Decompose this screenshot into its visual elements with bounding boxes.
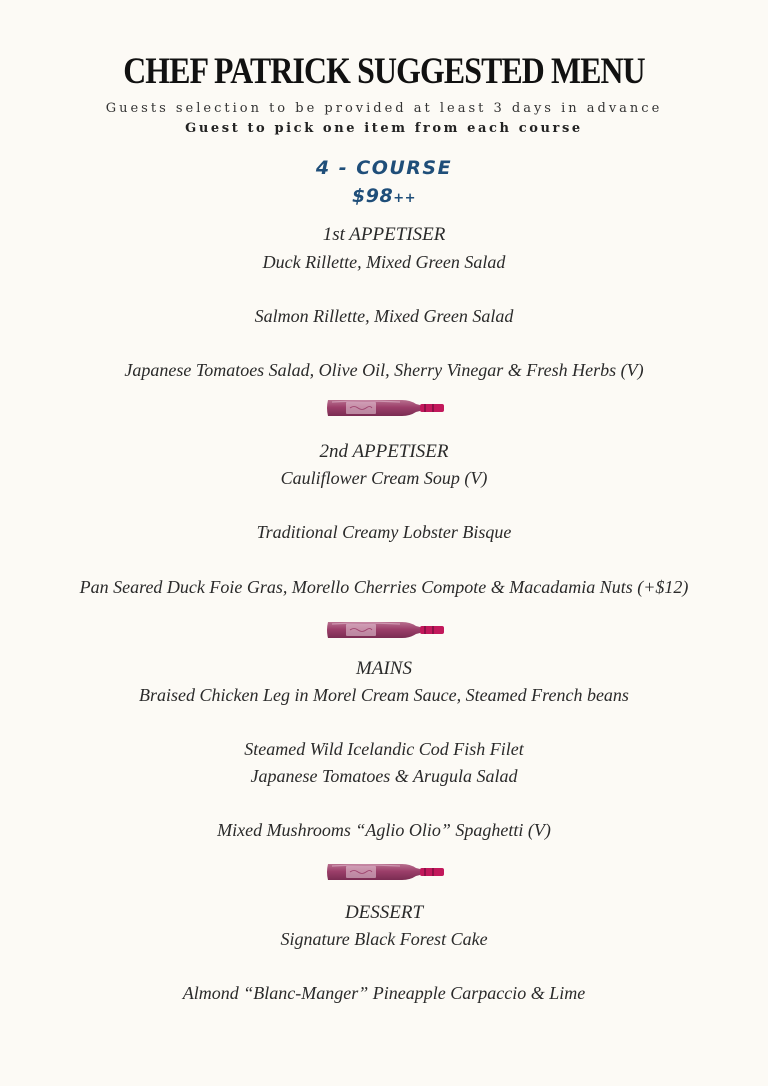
course-price (0, 185, 768, 207)
menu-instruction: Guest to pick one item from each course (185, 121, 583, 136)
section-heading-mains: MAINS (356, 658, 412, 679)
menu-item: Signature Black Forest Cake (280, 929, 488, 949)
menu-item: Traditional Creamy Lobster Bisque (256, 522, 512, 542)
menu-title: CHEF PATRICK SUGGESTED MENU (123, 51, 645, 92)
menu-item: Braised Chicken Leg in Morel Cream Sauce, Steamed French beans (139, 685, 629, 705)
section-heading-dessert: DESSERT (344, 902, 424, 923)
course-label: 4 - COURSE (315, 157, 453, 179)
wine-bottle-icon (324, 859, 446, 885)
menu-item: Steamed Wild Icelandic Cod Fish Filet (244, 739, 524, 759)
menu-item: Japanese Tomatoes Salad, Olive Oil, Sherry Vinegar & Fresh Herbs (V) (124, 360, 644, 380)
wine-bottle-icon (324, 617, 446, 643)
menu-subtitle: Guests selection to be provided at least 3 days in advance (105, 101, 663, 116)
price-amount: $98 (352, 185, 394, 207)
section-heading-2nd-appetiser: 2nd APPETISER (319, 441, 449, 462)
menu-item: Cauliflower Cream Soup (V) (280, 468, 488, 488)
price-suffix: ++ (393, 191, 416, 206)
menu-item: Almond “Blanc-Manger” Pineapple Carpaccio & Lime (182, 983, 586, 1003)
menu-item: Duck Rillette, Mixed Green Salad (262, 252, 506, 272)
menu-item: Japanese Tomatoes & Arugula Salad (250, 766, 518, 786)
section-heading-1st-appetiser: 1st APPETISER (322, 224, 446, 245)
wine-bottle-icon (324, 395, 446, 421)
menu-item: Mixed Mushrooms “Aglio Olio” Spaghetti (V) (217, 820, 551, 840)
menu-item: Pan Seared Duck Foie Gras, Morello Cherries Compote & Macadamia Nuts (+$12) (79, 577, 689, 597)
menu-item: Salmon Rillette, Mixed Green Salad (254, 306, 514, 326)
